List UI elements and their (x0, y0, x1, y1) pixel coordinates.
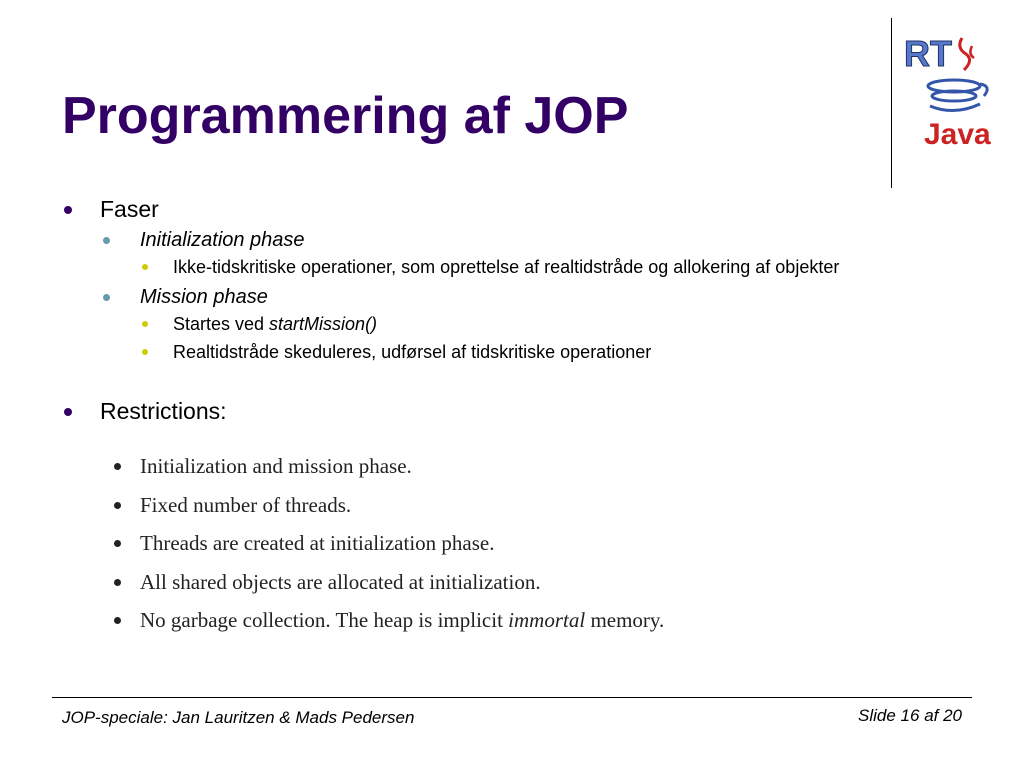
restriction-item: No garbage collection. The heap is implicit immortal memory. (110, 606, 664, 645)
bullet-dot-icon (103, 294, 110, 301)
bullet-dot-icon (114, 502, 121, 509)
bullet-init-detail: Ikke-tidskritiske operationer, som oprettelse af realtidstråde og allokering af objekter (60, 257, 980, 278)
bullet-dot-icon (142, 264, 148, 270)
svg-text:Java: Java (924, 118, 991, 151)
bullet-init-phase: Initialization phase (60, 227, 980, 253)
slide-title: Programmering af JOP (62, 87, 629, 145)
restrictions-image-list (110, 452, 664, 645)
bullet-dot-icon (114, 579, 121, 586)
footer-authors: JOP-speciale: Jan Lauritzen & Mads Pedersen (62, 708, 415, 727)
svg-text:RT: RT (904, 33, 952, 74)
restriction-item: Fixed number of threads. (110, 491, 664, 530)
bullet-dot-icon (114, 617, 121, 624)
rt-java-logo-icon (900, 28, 996, 156)
bullet-mission-detail-1: Startes ved startMission() (60, 314, 980, 335)
bullet-mission-phase: Mission phase (60, 284, 980, 310)
bullet-dot-icon (142, 349, 148, 355)
restriction-item: Initialization and mission phase. (110, 452, 664, 491)
bullet-dot-icon (64, 206, 72, 214)
bullet-restrictions: Restrictions: (60, 397, 980, 425)
footer-divider (52, 697, 972, 698)
bullet-dot-icon (64, 408, 72, 416)
bullet-mission-detail-2: Realtidstråde skeduleres, udførsel af tidskritiske operationer (60, 342, 980, 363)
bullet-dot-icon (103, 237, 110, 244)
restriction-item: All shared objects are allocated at initialization. (110, 568, 664, 607)
bullet-dot-icon (114, 463, 121, 470)
slide-number: Slide 16 af 20 (858, 706, 962, 725)
slide-content (60, 195, 980, 425)
header-divider (891, 18, 892, 188)
bullet-faser: Faser (60, 195, 980, 223)
bullet-dot-icon (142, 321, 148, 327)
bullet-dot-icon (114, 540, 121, 547)
restriction-item: Threads are created at initialization phase. (110, 529, 664, 568)
